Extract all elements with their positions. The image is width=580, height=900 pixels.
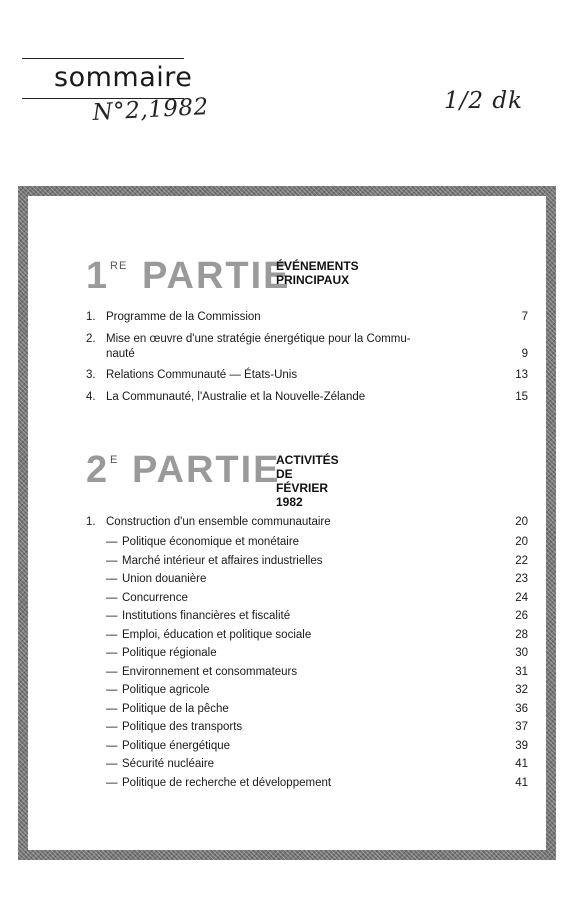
- toc-subitem-title: Politique de la pêche: [122, 702, 229, 715]
- header-rule-top: [22, 58, 184, 59]
- toc-subitem-title: Politique de recherche et développement: [122, 776, 332, 789]
- toc-subitem-page: 28: [515, 628, 528, 641]
- toc-subitem-title: Politique énergétique: [122, 739, 231, 752]
- toc-item-page: 15: [515, 391, 528, 403]
- handwritten-issue-number: N°2,1982: [92, 93, 210, 126]
- toc-subitem-page: 31: [515, 665, 528, 678]
- toc-subitem-title: Politique régionale: [122, 647, 217, 659]
- toc-subitem-title: Emploi, éducation et politique sociale: [122, 628, 312, 641]
- toc-subitem-dash: —: [106, 536, 118, 548]
- part-2-subtitle-2: DE FÉVRIER 1982: [276, 467, 329, 509]
- toc-subitem-page: 20: [515, 536, 528, 548]
- toc-subitem-title: Concurrence: [122, 591, 188, 604]
- toc-item-page: 13: [515, 369, 528, 381]
- part-1-subtitle-2: PRINCIPAUX: [276, 273, 350, 287]
- toc-subitem-title: Environnement et consommateurs: [122, 665, 298, 678]
- toc-item-number: 2.: [86, 333, 96, 345]
- toc-subitem-title: Politique économique et monétaire: [122, 536, 300, 548]
- toc-subitem-dash: —: [106, 721, 118, 733]
- toc-subitem-dash: —: [106, 554, 118, 567]
- toc-subitem-page: 41: [515, 758, 528, 770]
- toc-subitem-page: 24: [515, 591, 528, 604]
- part-2-subtitle-1: ACTIVITÉS: [276, 453, 339, 467]
- toc-item-title: Mise en œuvre d'une stratégie énergétique pour la Commu-: [106, 333, 411, 345]
- toc-item-title: Construction d'un ensemble communautaire: [106, 516, 331, 528]
- toc-subitem-dash: —: [106, 647, 118, 659]
- page-title: sommaire: [54, 62, 193, 93]
- toc-subitem-dash: —: [106, 628, 118, 641]
- toc-subitem-dash: —: [106, 665, 118, 678]
- part-1-suffix: RE: [110, 260, 128, 272]
- toc-subitem-dash: —: [106, 739, 118, 752]
- contents-panel: [28, 196, 546, 850]
- toc-item-title: La Communauté, l'Australie et la Nouvelle-Zélande: [106, 391, 366, 403]
- toc-subitem-title: Institutions financières et fiscalité: [122, 610, 291, 622]
- toc-item-number: 1.: [86, 516, 96, 528]
- toc-subitem-title: Marché intérieur et affaires industrielles: [122, 554, 323, 567]
- toc-item-title: Programme de la Commission: [106, 311, 261, 323]
- toc-subitem-dash: —: [106, 591, 118, 604]
- toc-item-number: 3.: [86, 369, 96, 381]
- toc-subitem-dash: —: [106, 702, 118, 715]
- toc-item-title: Relations Communauté — États-Unis: [106, 369, 298, 381]
- toc-subitem-dash: —: [106, 610, 118, 622]
- toc-subitem-page: 32: [515, 684, 528, 696]
- toc-subitem-page: 23: [515, 573, 528, 585]
- toc-subitem-title: Sécurité nucléaire: [122, 758, 215, 770]
- part-2-suffix: E: [110, 454, 119, 466]
- toc-subitem-page: 41: [515, 776, 528, 789]
- toc-subitem-page: 36: [515, 702, 528, 715]
- toc-subitem-dash: —: [106, 758, 118, 770]
- toc-subitem-title: Politique des transports: [122, 721, 243, 733]
- toc-item-number: 1.: [86, 311, 96, 323]
- contents-frame: [18, 186, 556, 860]
- part-2-word: PARTIE: [132, 449, 281, 491]
- toc-item-number: 4.: [86, 391, 96, 403]
- toc-subitem-dash: —: [106, 573, 118, 585]
- toc-subitem-dash: —: [106, 684, 118, 696]
- toc-item-title: nauté: [106, 348, 135, 360]
- part-2-number: 2: [86, 449, 108, 491]
- toc-subitem-page: 22: [515, 554, 528, 567]
- toc-item-page: 20: [515, 516, 528, 528]
- toc-subitem-page: 39: [515, 739, 528, 752]
- toc-subitem-title: Union douanière: [122, 573, 207, 585]
- toc-subitem-page: 26: [515, 610, 528, 622]
- part-1-word: PARTIE: [142, 255, 291, 297]
- toc-subitem-title: Politique agricole: [122, 684, 210, 696]
- part-1-subtitle-1: ÉVÉNEMENTS: [276, 259, 359, 273]
- toc-subitem-dash: —: [106, 776, 118, 789]
- toc-item-page: 9: [521, 348, 528, 360]
- toc-subitem-page: 37: [515, 721, 528, 733]
- part-1-number: 1: [86, 255, 108, 297]
- toc-item-page: 7: [521, 311, 528, 323]
- toc-subitem-page: 30: [515, 647, 528, 659]
- handwritten-reference: 1/2 dk: [444, 88, 523, 114]
